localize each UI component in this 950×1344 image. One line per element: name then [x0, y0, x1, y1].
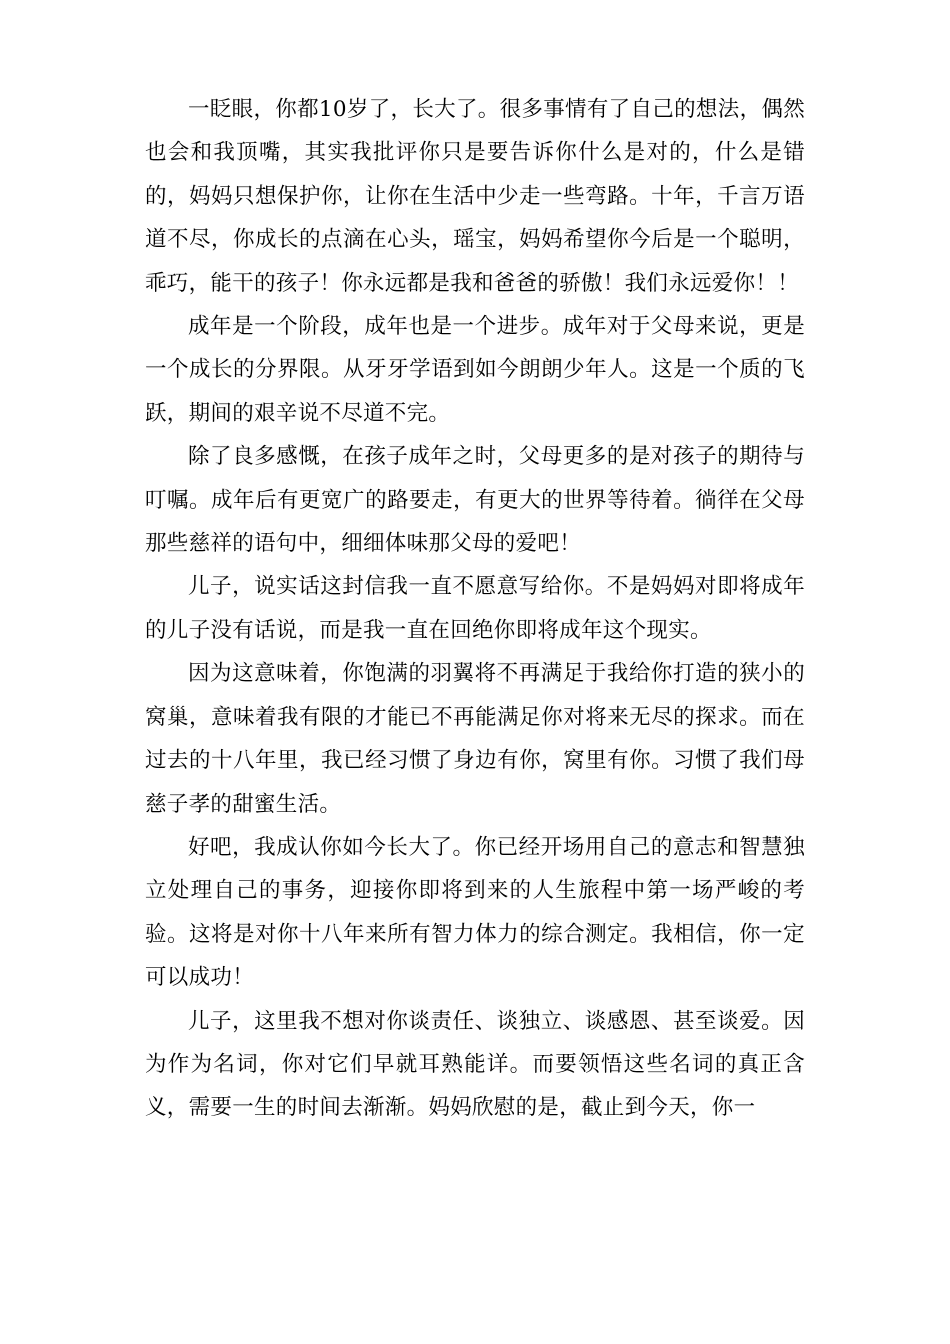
paragraph-6: 好吧，我成认你如今长大了。你已经开场用自己的意志和智慧独立处理自己的事务，迎接你即将到来的人生旅程中第一场严峻的考验。这将是对你十八年来所有智力体力的综合测定。我相信，你一定可以成功！	[145, 834, 805, 991]
paragraph-5: 因为这意味着，你饱满的羽翼将不再满足于我给你打造的狭小的窝巢，意味着我有限的才能已不再能满足你对将来无尽的探求。而在过去的十八年里，我已经习惯了身边有你，窝里有你。习惯了我们母慈子孝的甜蜜生活。	[145, 661, 805, 817]
paragraph-3: 除了良多感慨，在孩子成年之时，父母更多的是对孩子的期待与叮嘱。成年后有更宽广的路要走，有更大的世界等待着。徜徉在父母那些慈祥的语句中，细细体味那父母的爱吧！	[145, 444, 805, 557]
document-body	[145, 88, 805, 1130]
paragraph-1: 一眨眼，你都10岁了，长大了。很多事情有了自己的想法，偶然也会和我顶嘴，其实我批评你只是要告诉你什么是对的，什么是错的，妈妈只想保护你，让你在生活中少走一些弯路。十年，千言万语道不尽，你成长的点滴在心头，瑶宝，妈妈希望你今后是一个聪明，乖巧，能干的孩子！你永远都是我和爸爸的骄傲！我们永远爱你！！	[145, 97, 805, 296]
paragraph-2: 成年是一个阶段，成年也是一个进步。成年对于父母来说，更是一个成长的分界限。从牙牙学语到如今朗朗少年人。这是一个质的飞跃，期间的艰辛说不尽道不完。	[145, 314, 805, 426]
paragraph-7: 儿子，这里我不想对你谈责任、谈独立、谈感恩、甚至谈爱。因为作为名词，你对它们早就耳熟能详。而要领悟这些名词的真正含义，需要一生的时间去渐渐。妈妈欣慰的是，截止到今天，你一	[145, 1008, 805, 1121]
paragraph-4: 儿子，说实话这封信我一直不愿意写给你。不是妈妈对即将成年的儿子没有话说，而是我一直在回绝你即将成年这个现实。	[145, 574, 805, 643]
